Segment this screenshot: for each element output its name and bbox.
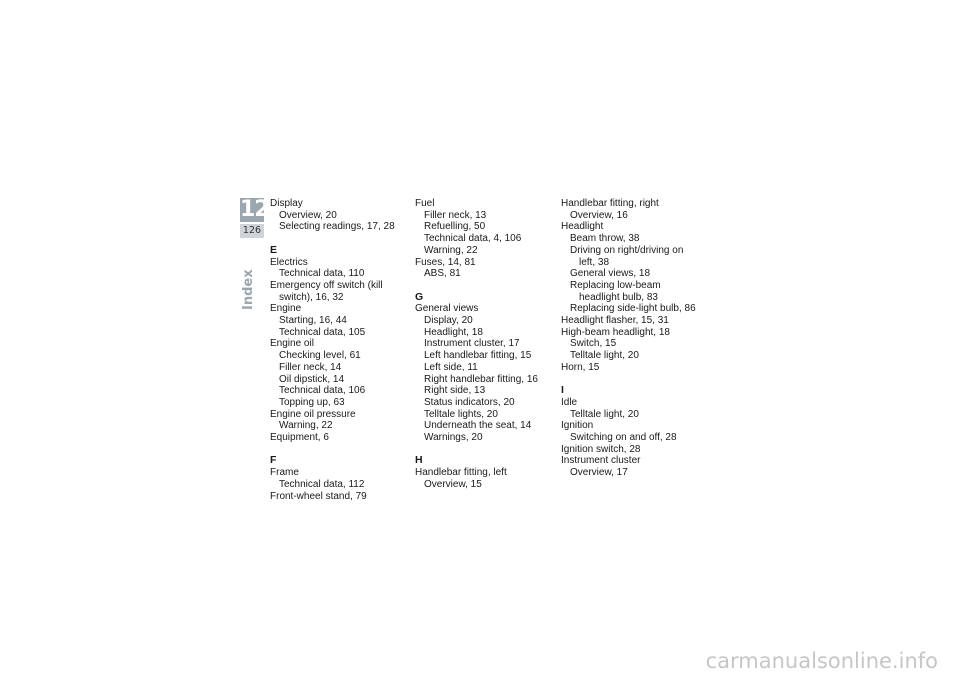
index-entry: Ignition <box>561 420 594 432</box>
index-entry: Idle <box>561 396 578 408</box>
index-entry: Display <box>270 198 303 209</box>
index-entry: Instrument cluster <box>561 455 641 467</box>
index-entry: Electrics <box>270 256 308 268</box>
index-subentry: Replacing low-beam headlight bulb, 83 <box>570 279 661 303</box>
index-subentry: Beam throw, 38 <box>570 233 640 245</box>
index-subentry: General views, 18 <box>570 268 651 280</box>
index-entry: Fuses, 14, 81 <box>415 256 476 268</box>
index-subentry: Checking level, 61 <box>279 350 361 362</box>
index-entry: Engine oil <box>270 338 314 350</box>
index-letter-heading: E <box>270 243 278 256</box>
index-entry: Ignition switch, 28 <box>561 443 641 455</box>
index-subentry: Right handlebar fitting, 16 <box>424 373 538 385</box>
index-subentry: Status indicators, 20 <box>424 396 515 408</box>
index-subentry: Underneath the seat, 14 <box>424 420 532 432</box>
index-entry: Horn, 15 <box>561 361 600 373</box>
index-subentry: Filler neck, 14 <box>279 361 342 373</box>
index-letter-heading: G <box>415 290 424 303</box>
index-subentry: Technical data, 110 <box>279 268 365 280</box>
index-subentry: Warning, 22 <box>279 420 333 432</box>
index-entry: Headlight <box>561 221 604 233</box>
index-subentry: Oil dipstick, 14 <box>279 373 345 385</box>
index-entry: Headlight flasher, 15, 31 <box>561 315 669 327</box>
index-subentry: Overview, 20 <box>279 209 337 221</box>
index-subentry: Left side, 11 <box>424 361 478 373</box>
index-subentry: Replacing side-light bulb, 86 <box>570 303 696 315</box>
index-entry: Fuel <box>415 198 435 209</box>
index-subentry: Warning, 22 <box>424 244 478 256</box>
index-subentry: Overview, 15 <box>424 478 482 490</box>
index-subentry: Driving on right/driving on left, 38 <box>570 244 684 268</box>
index-subentry: Headlight, 18 <box>424 326 483 338</box>
index-subentry: Refuelling, 50 <box>424 221 486 233</box>
index-entry: Front-wheel stand, 79 <box>270 490 367 502</box>
page-number: 126 <box>240 224 264 238</box>
index-subentry: Telltale lights, 20 <box>424 408 498 420</box>
index-subentry: ABS, 81 <box>424 268 461 280</box>
index-entry: Handlebar fitting, left <box>415 467 507 479</box>
index-subentry: Technical data, 4, 106 <box>424 233 522 245</box>
index-subentry: Overview, 16 <box>570 209 628 221</box>
index-subentry: Overview, 17 <box>570 467 628 479</box>
index-entry: Handlebar fitting, right <box>561 198 659 209</box>
index-subentry: Left handlebar fitting, 15 <box>424 350 532 362</box>
index-entry: Engine oil pressure <box>270 408 356 420</box>
index-subentry: Telltale light, 20 <box>570 408 639 420</box>
watermark: carmanualsonline.info <box>705 649 938 673</box>
chapter-number: 12 <box>240 197 269 222</box>
page-tab <box>240 197 269 238</box>
index-column-1 <box>270 198 405 502</box>
index-subentry: Technical data, 106 <box>279 385 366 397</box>
index-entry: Equipment, 6 <box>270 432 329 444</box>
index-subentry: Filler neck, 13 <box>424 209 487 221</box>
index-letter-heading: H <box>415 454 423 467</box>
index-subentry: Telltale light, 20 <box>570 350 639 362</box>
index-entry: Emergency off switch (kill switch), 16, 32 <box>270 279 383 303</box>
index-entry: Frame <box>270 467 299 479</box>
index-subentry: Technical data, 112 <box>279 478 365 490</box>
index-subentry: Starting, 16, 44 <box>279 315 347 327</box>
index-column-2 <box>415 198 550 491</box>
index-entry: General views <box>415 303 479 315</box>
index-subentry: Warnings, 20 <box>424 432 483 444</box>
index-entry: Engine <box>270 303 302 315</box>
index-letter-heading: I <box>561 384 564 397</box>
index-subentry: Switching on and off, 28 <box>570 432 677 444</box>
index-subentry: Display, 20 <box>424 315 473 327</box>
index-subentry: Right side, 13 <box>424 385 486 397</box>
index-entry: High-beam headlight, 18 <box>561 326 670 338</box>
index-subentry: Selecting readings, 17, 28 <box>279 221 395 233</box>
index-column-3 <box>561 198 696 479</box>
index-letter-heading: F <box>270 454 277 467</box>
index-subentry: Technical data, 105 <box>279 326 366 338</box>
index-subentry: Topping up, 63 <box>279 396 345 408</box>
section-label: Index <box>241 269 256 310</box>
index-subentry: Switch, 15 <box>570 338 617 350</box>
index-subentry: Instrument cluster, 17 <box>424 338 520 350</box>
